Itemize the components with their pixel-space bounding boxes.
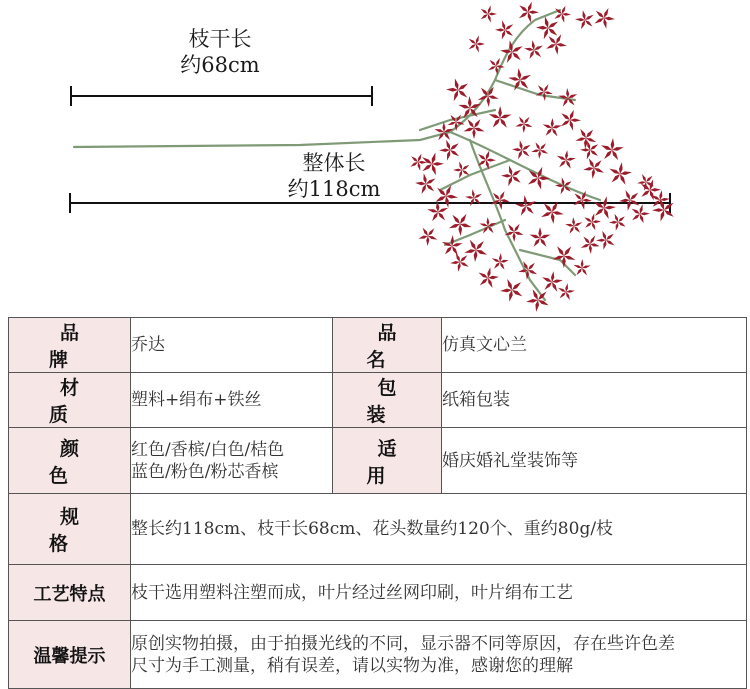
red-leaves	[410, 2, 673, 312]
leaf	[565, 217, 582, 234]
leaf	[418, 228, 437, 246]
size-label: 规 格	[9, 494, 131, 565]
leaf	[557, 150, 576, 169]
leaf	[469, 35, 485, 52]
spec-table	[8, 317, 747, 689]
leaf	[515, 117, 532, 134]
table-row	[9, 494, 747, 565]
leaf	[489, 106, 512, 128]
leaf	[583, 158, 604, 179]
leaf	[450, 253, 469, 272]
branch-length-value: 约68cm	[180, 53, 260, 77]
leaf	[439, 140, 459, 161]
brand-value: 乔达	[131, 318, 333, 373]
craft-value: 枝干选用塑料注塑而成，叶片经过丝网印刷，叶片绢布工艺	[131, 565, 747, 621]
leaf	[501, 165, 521, 186]
total-length-title: 整体长	[302, 151, 366, 175]
leaf	[595, 8, 615, 29]
leaf	[524, 40, 543, 59]
leaf	[500, 279, 522, 302]
leaf	[609, 162, 632, 185]
leaf	[410, 154, 427, 171]
color-label: 颜 色	[9, 428, 131, 494]
leaf	[479, 267, 499, 288]
leaf	[581, 235, 600, 254]
notice-value	[131, 621, 747, 689]
product-name-value: 仿真文心兰	[442, 318, 747, 373]
leaf	[553, 246, 576, 268]
leaf	[531, 142, 548, 159]
total-length-label	[274, 150, 394, 202]
usage-value: 婚庆婚礼堂装饰等	[442, 428, 747, 494]
leaf	[558, 283, 575, 300]
color-value-line-1: 红色/香槟/白色/桔色	[131, 439, 285, 460]
leaf	[415, 173, 435, 194]
leaf	[555, 177, 572, 194]
leaf	[609, 214, 626, 231]
leaf	[575, 10, 594, 29]
leaf	[446, 78, 468, 101]
table-row	[9, 373, 747, 428]
leaf	[619, 190, 639, 211]
leaf	[601, 138, 624, 160]
leaf	[575, 129, 596, 149]
leaf	[515, 195, 536, 216]
package-label: 包 装	[333, 373, 442, 428]
color-value-line-2: 蓝色/粉色/粉芯香槟	[131, 461, 279, 482]
leaf	[495, 20, 513, 39]
leaf	[584, 213, 601, 230]
material-label: 材 质	[9, 373, 131, 428]
branch-length-label	[160, 26, 280, 78]
branch-length-title: 枝干长	[188, 27, 252, 51]
notice-line-1: 原创实物拍摄，由于拍摄光线的不同，显示器不同等原因，存在些许色差	[131, 633, 675, 654]
leaf	[543, 118, 562, 136]
leaf	[449, 214, 472, 236]
leaf	[561, 110, 581, 131]
leaf	[492, 253, 509, 270]
leaf	[436, 185, 458, 208]
leaf	[541, 202, 564, 224]
leaf	[580, 140, 598, 159]
table-row	[9, 428, 747, 494]
leaf	[558, 88, 577, 107]
color-value	[131, 428, 333, 494]
leaf	[574, 259, 591, 276]
leaf	[422, 153, 444, 176]
notice-line-2: 尺寸为手工测量，稍有误差，请以实物为准，感谢您的理解	[131, 655, 573, 676]
leaf	[596, 231, 614, 250]
size-value: 整长约118cm、枝干长68cm、花头数量约120个、重约80g/枝	[131, 494, 747, 565]
leaf	[536, 84, 553, 101]
leaf	[464, 240, 487, 262]
leaf	[427, 201, 448, 221]
table-row	[9, 621, 747, 689]
brand-label: 品 牌	[9, 318, 131, 373]
product-name-label: 品 名	[333, 318, 442, 373]
leaf	[632, 204, 650, 223]
leaf	[536, 16, 558, 39]
leaf	[530, 227, 551, 247]
leaf	[481, 5, 497, 22]
craft-label: 工艺特点	[9, 565, 131, 621]
leaf	[464, 119, 485, 139]
leaf	[512, 140, 531, 159]
package-value: 纸箱包装	[442, 373, 747, 428]
total-length-value: 约118cm	[287, 177, 381, 201]
material-value: 塑料+绢布+铁丝	[131, 373, 333, 428]
notice-label: 温馨提示	[9, 621, 131, 689]
branch-length-dimension-line	[71, 86, 372, 106]
usage-label: 适 用	[333, 428, 442, 494]
leaf	[554, 6, 571, 23]
table-row	[9, 318, 747, 373]
table-row	[9, 565, 747, 621]
leaf	[546, 34, 567, 55]
